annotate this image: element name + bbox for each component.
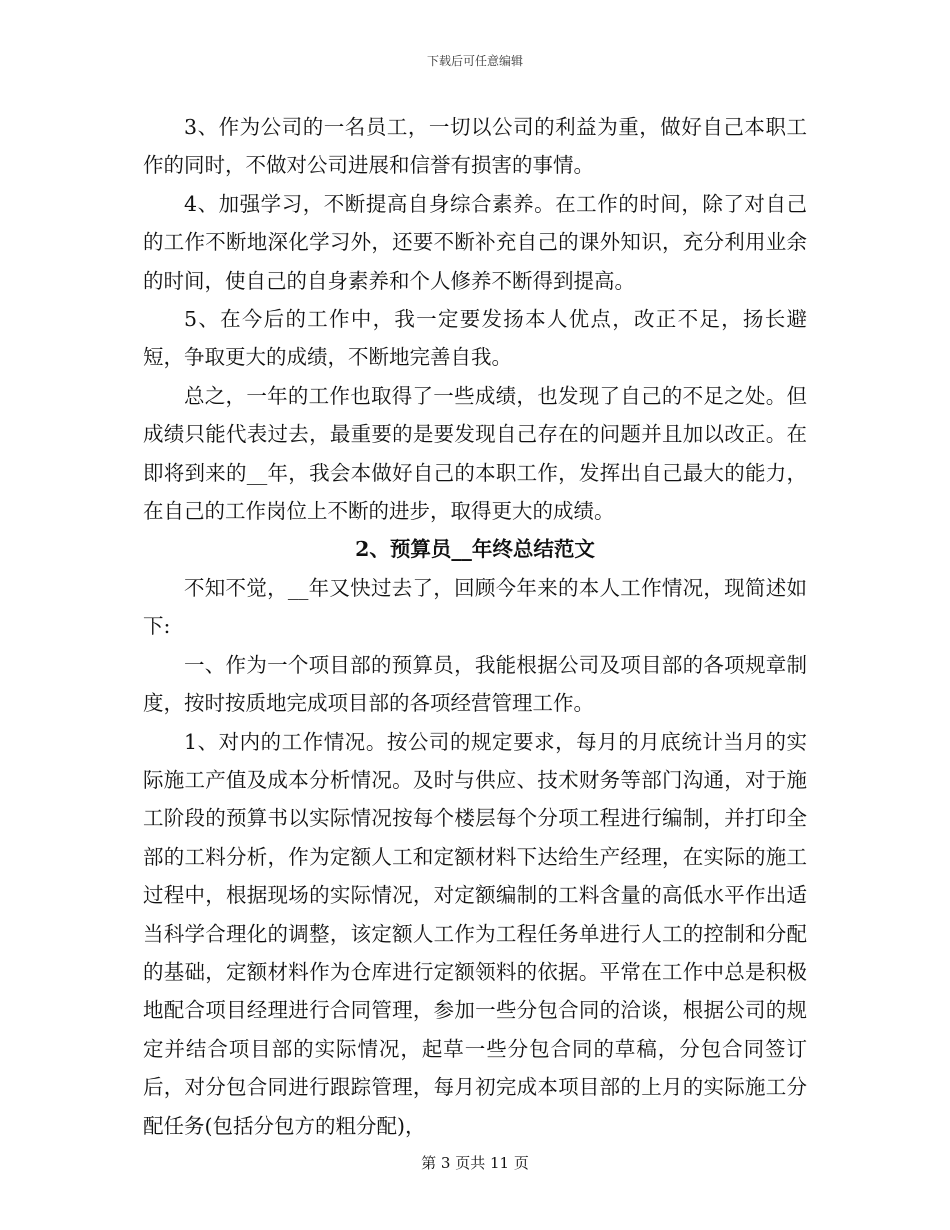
- paragraph-section-one: 一、作为一个项目部的预算员，我能根据公司及项目部的各项规章制度，按时按质地完成项目部的各项经营管理工作。: [143, 652, 807, 716]
- paragraph-item-5: 5、在今后的工作中，我一定要发扬本人优点，改正不足，扬长避短，争取更大的成绩，不断地完善自我。: [143, 307, 807, 370]
- paragraph-intro: 不知不觉，__年又快过去了，回顾今年来的本人工作情况，现简述如下:: [143, 575, 807, 639]
- page-number-footer: 第 3 页共 11 页: [421, 1154, 529, 1172]
- paragraph-item-4: 4、加强学习，不断提高自身综合素养。在工作的时间，除了对自己的工作不断地深化学习外，还要不断补充自己的课外知识，充分利用业余的时间，使自己的自身素养和个人修养不断得到提高。: [143, 191, 807, 293]
- paragraph-summary: 总之，一年的工作也取得了一些成绩，也发现了自己的不足之处。但成绩只能代表过去，最重要的是要发现自己存在的问题并且加以改正。在即将到来的__年，我会本做好自己的本职工作，发挥出自己最大的能力，在自己的工作岗位上不断的进步，取得更大的成绩。: [143, 383, 807, 524]
- section-heading: 2、预算员__年终总结范文: [355, 537, 595, 562]
- paragraph-item-3: 3、作为公司的一名员工，一切以公司的利益为重，做好自己本职工作的同时，不做对公司进展和信誉有损害的事情。: [143, 115, 807, 178]
- document-body: [143, 108, 807, 1145]
- page-header: 下载后可任意编辑: [426, 54, 523, 68]
- paragraph-internal-work: 1、对内的工作情况。按公司的规定要求，每月的月底统计当月的实际施工产值及成本分析情况。及时与供应、技术财务等部门沟通，对于施工阶段的预算书以实际情况按每个楼层每个分项工程进行编制，并打印全部的工料分析，作为定额人工和定额材料下达给生产经理，在实际的施工过程中，根据现场的实际情况，对定额编制的工料含量的高低水平作出适当科学合理化的调整，该定额人工作为工程任务单进行人工的控制和分配的基础，定额材料作为仓库进行定额领料的依据。平常在工作中总是积极地配合项目经理进行合同管理，参加一些分包合同的洽谈，根据公司的规定并结合项目部的实际情况，起草一些分包合同的草稿，分包合同签订后，对分包合同进行跟踪管理，每月初完成本项目部的上月的实际施工分配任务(包括分包方的粗分配)，: [143, 729, 807, 1138]
